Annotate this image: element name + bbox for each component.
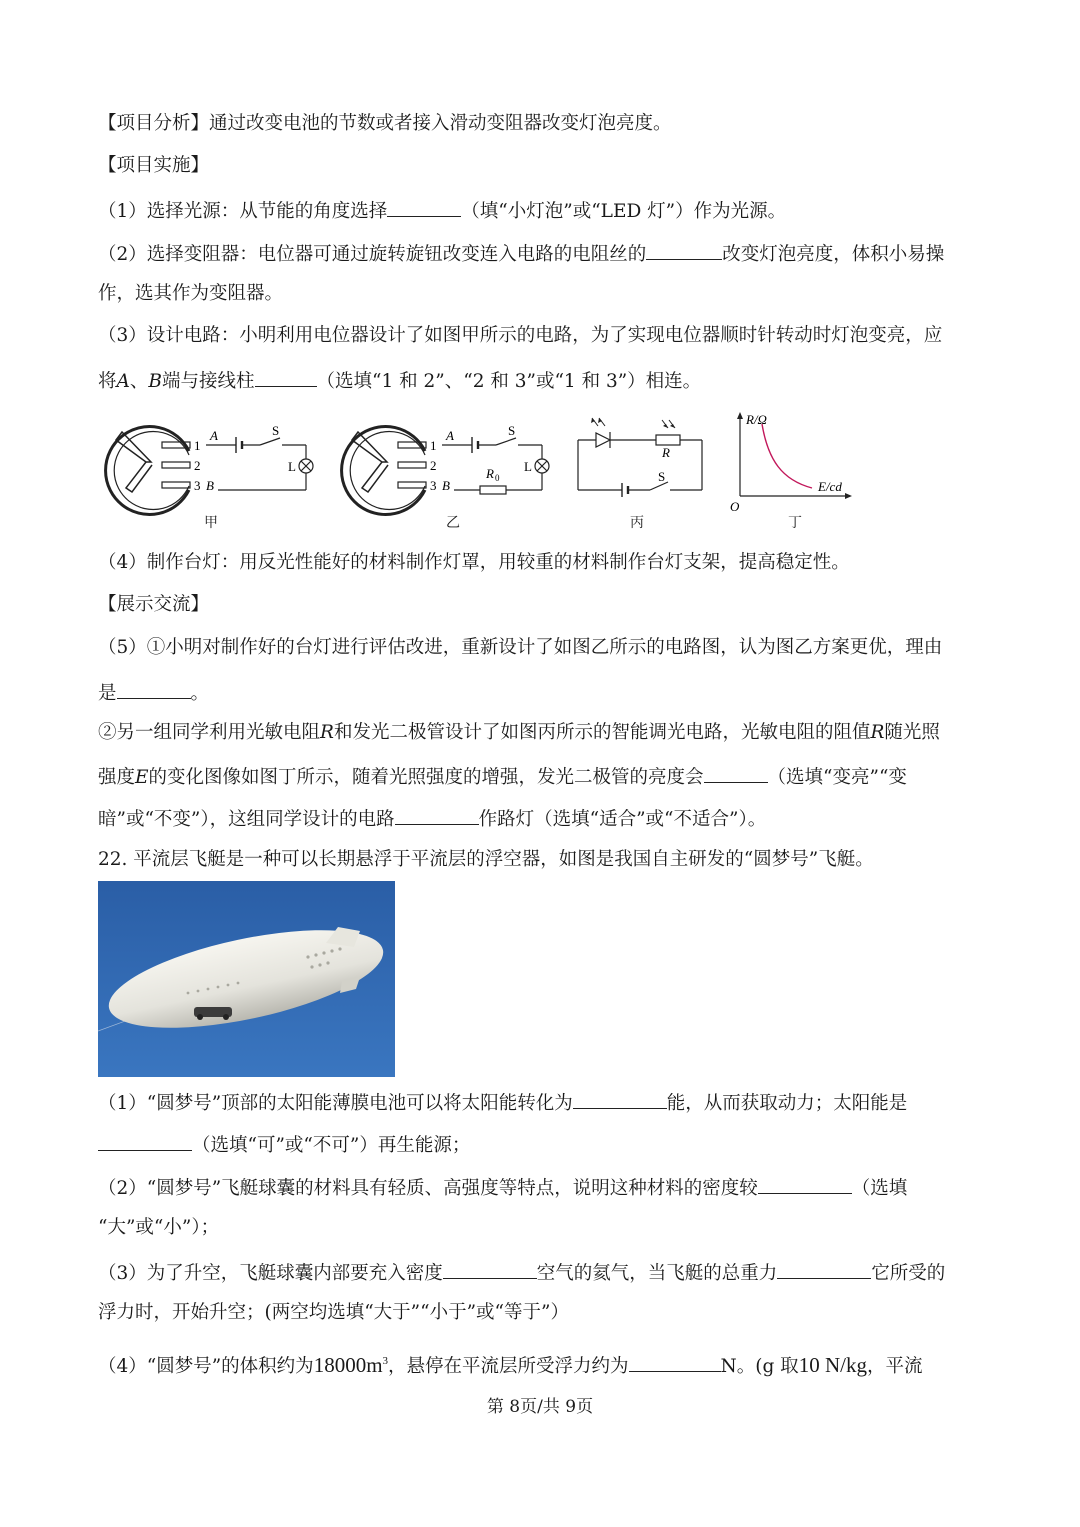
text: 和发光二极管设计了如图丙所示的智能调光电路，光敏电阻的阻值 — [333, 722, 871, 743]
question-22-2 — [98, 1173, 907, 1202]
text: ，平流 — [866, 1356, 923, 1377]
graph-r-vs-e — [728, 408, 858, 528]
caption-jia: 甲 — [204, 515, 218, 531]
answer-blank[interactable] — [443, 1258, 537, 1279]
var-r: R — [870, 722, 885, 743]
label-b: B — [206, 478, 214, 493]
question-3 — [98, 323, 942, 349]
text: 它所受的 — [871, 1263, 946, 1284]
answer-blank[interactable] — [573, 1088, 667, 1109]
text: 随光照 — [884, 722, 940, 743]
question-22-2-cont — [98, 1215, 219, 1241]
text: 的变化图像如图丁所示，随着光照强度的增强，发光二极管的亮度会 — [148, 767, 704, 788]
label-switch: S — [508, 423, 516, 438]
label-switch: S — [272, 423, 280, 438]
var-b: B — [148, 371, 163, 392]
label-r0-subscript: 0 — [495, 473, 500, 483]
label-a: A — [446, 428, 454, 443]
figure-jia — [96, 418, 318, 534]
question-22-4 — [98, 1348, 922, 1380]
caption-yi: 乙 — [446, 515, 460, 531]
project-analysis — [98, 111, 672, 137]
label-b: B — [442, 478, 450, 493]
gravity-value: 10 N/kg — [798, 1353, 867, 1377]
text: （选填“可”或“不可”）再生能源； — [192, 1135, 471, 1156]
answer-blank[interactable] — [629, 1351, 721, 1372]
text: N。(g 取 — [720, 1356, 799, 1377]
text: 作路灯（选填“适合”或“不适合”）。 — [478, 809, 767, 830]
question-22-3 — [98, 1258, 945, 1287]
section-heading-implementation — [98, 153, 209, 179]
question-5-part2 — [98, 720, 940, 746]
question-1 — [98, 196, 786, 225]
text: （选填 — [851, 1178, 908, 1199]
text: “大”或“小”）； — [98, 1217, 220, 1238]
text: 【展示交流】 — [98, 594, 210, 615]
text: 强度 — [98, 767, 136, 788]
text: 能，从而获取动力；太阳能是 — [666, 1093, 908, 1114]
text: （2）选择变阻器：电位器可通过旋转旋钮改变连入电路的电阻丝的 — [98, 244, 647, 265]
question-5 — [98, 635, 942, 661]
caption-ding: 丁 — [788, 515, 802, 531]
answer-blank[interactable] — [255, 366, 317, 387]
question-22 — [98, 847, 874, 873]
caption-bing: 丙 — [630, 515, 644, 531]
text: 【项目实施】 — [98, 155, 210, 176]
text: 【项目分析】通过改变电池的节数或者接入滑动变阻器改变灯泡亮度。 — [98, 113, 672, 134]
text: （填“小灯泡”或“LED 灯”）作为光源。 — [461, 201, 787, 222]
section-heading-exchange — [98, 592, 209, 618]
terminal-3: 3 — [194, 478, 201, 493]
question-5-part2-end — [98, 804, 766, 833]
figure-bing — [570, 412, 710, 534]
volume-value — [314, 1353, 388, 1377]
question-2 — [98, 239, 944, 268]
circuit-diagram-yi — [332, 418, 554, 530]
text: 浮力时，开始升空；(两空均选填“大于”“小于”或“等于”） — [98, 1302, 569, 1323]
terminal-2: 2 — [194, 458, 201, 473]
figure-yi — [332, 418, 554, 534]
answer-blank[interactable] — [758, 1173, 852, 1194]
terminal-3: 3 — [430, 478, 437, 493]
question-3-cont — [98, 366, 701, 395]
text: ，悬停在平流层所受浮力约为 — [388, 1356, 629, 1377]
text: （3）设计电路：小明利用电位器设计了如图甲所示的电路，为了实现电位器顺时针转动时灯泡变亮，应 — [98, 325, 943, 346]
text: 作，选其作为变阻器。 — [98, 283, 284, 304]
text: 是 — [98, 683, 117, 704]
airship-image — [98, 881, 395, 1077]
question-22-1-cont — [98, 1130, 470, 1159]
page-footer: 第 8页/共 9页 — [486, 1397, 594, 1417]
text: 22. 平流层飞艇是一种可以长期悬浮于平流层的浮空器，如图是我国自主研发的“圆梦号”飞艇。 — [98, 849, 874, 870]
figure-ding — [728, 408, 858, 532]
terminal-2: 2 — [430, 458, 437, 473]
text: 改变灯泡亮度，体积小易操 — [722, 244, 945, 265]
text: 空气的氦气，当飞艇的总重力 — [536, 1263, 778, 1284]
question-5-part2-cont — [98, 762, 907, 791]
label-photoresistor: R — [662, 445, 670, 460]
question-4 — [98, 550, 850, 576]
terminal-1: 1 — [430, 438, 437, 453]
text: 暗”或“不变”），这组同学设计的电路 — [98, 809, 395, 830]
airship-photo — [98, 881, 395, 1077]
text: （5）①小明对制作好的台灯进行评估改进，重新设计了如图乙所示的电路图，认为图乙方案更优，理由 — [98, 637, 943, 658]
var-a: A — [116, 371, 130, 392]
label-a: A — [210, 428, 218, 443]
answer-blank[interactable] — [387, 196, 461, 217]
answer-blank[interactable] — [117, 678, 191, 699]
answer-blank[interactable] — [98, 1130, 192, 1151]
question-2-cont — [98, 281, 283, 307]
question-22-1 — [98, 1088, 907, 1117]
label-r0: R — [486, 466, 494, 481]
x-axis-label: E/cd — [818, 479, 842, 494]
text: （3）为了升空，飞艇球囊内部要充入密度 — [98, 1263, 443, 1284]
text: 。 — [190, 683, 210, 704]
text: 将 — [98, 371, 117, 392]
text: （4）制作台灯：用反光性能好的材料制作灯罩，用较重的材料制作台灯支架，提高稳定性。 — [98, 552, 850, 573]
text: （1）选择光源：从节能的角度选择 — [98, 201, 388, 222]
question-5-cont — [98, 678, 209, 707]
answer-blank[interactable] — [704, 762, 768, 783]
terminal-1: 1 — [194, 438, 201, 453]
volume-exponent: 3 — [382, 1355, 389, 1367]
text: 端与接线柱 — [162, 371, 255, 392]
volume-number: 18000m — [313, 1353, 383, 1377]
var-e: E — [135, 767, 149, 788]
var-r: R — [320, 722, 334, 743]
text: （选填“变亮”“变 — [767, 767, 907, 788]
answer-blank[interactable] — [777, 1258, 871, 1279]
text: （2）“圆梦号”飞艇球囊的材料具有轻质、高强度等特点，说明这种材料的密度较 — [98, 1178, 758, 1199]
text: （1）“圆梦号”顶部的太阳能薄膜电池可以将太阳能转化为 — [98, 1093, 573, 1114]
text: ②另一组同学利用光敏电阻 — [98, 722, 321, 743]
answer-blank[interactable] — [395, 804, 479, 825]
text: （选填“1 和 2”、“2 和 3”或“1 和 3”）相连。 — [316, 371, 702, 392]
r-curve — [762, 424, 812, 488]
y-axis-label: R/Ω — [746, 412, 767, 427]
answer-blank[interactable] — [646, 239, 722, 260]
label-lamp: L — [524, 459, 532, 474]
origin-label: O — [730, 499, 740, 514]
label-switch: S — [658, 469, 666, 484]
question-22-3-cont — [98, 1300, 569, 1326]
label-lamp: L — [288, 459, 296, 474]
text: （4）“圆梦号”的体积约为 — [98, 1356, 314, 1377]
text: 、 — [129, 371, 149, 392]
